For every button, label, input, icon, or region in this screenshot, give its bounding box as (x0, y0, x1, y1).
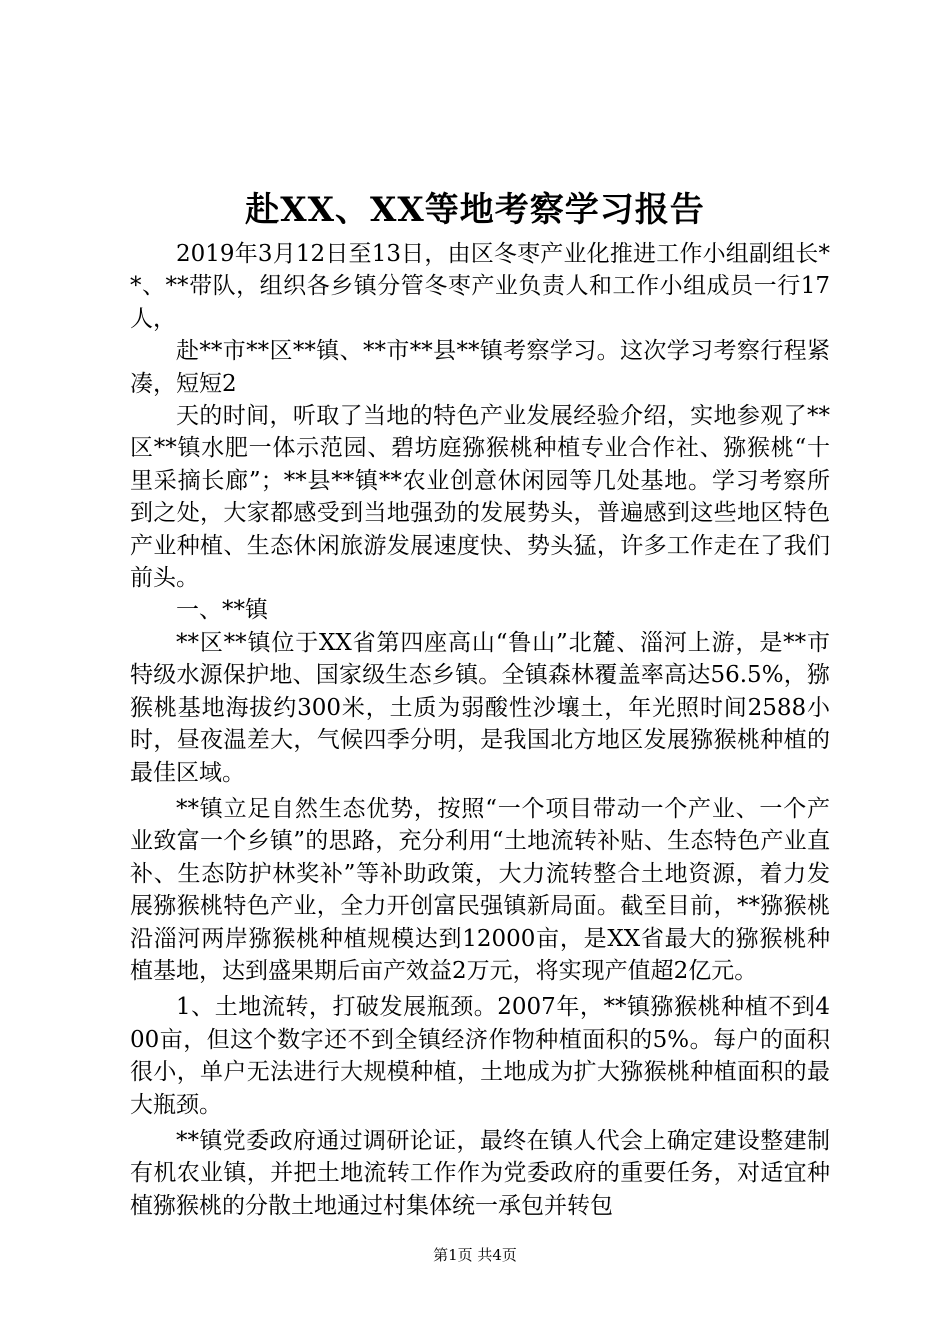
document-body (130, 238, 830, 1222)
paragraph: 2019年3月12日至13日，由区冬枣产业化推进工作小组副组长**、**带队，组织各乡镇分管冬枣产业负责人和工作小组成员一行17人， (130, 241, 830, 332)
paragraph: **镇立足自然生态优势，按照“一个项目带动一个产业、一个产业致富一个乡镇”的思路，充分利用“土地流转补贴、生态特色产业直补、生态防护林奖补”等补助政策，大力流转整合土地资源，着力发展猕猴桃特色产业，全力开创富民强镇新局面。截至目前，**猕猴桃沿淄河两岸猕猴桃种植规模达到12000亩，是XX省最大的猕猴桃种植基地，达到盛果期后亩产效益2万元，将实现产值超2亿元。 (130, 795, 830, 984)
paragraph: 天的时间，听取了当地的特色产业发展经验介绍，实地参观了**区**镇水肥一体示范园、碧坊庭猕猴桃种植专业合作社、猕猴桃“十里采摘长廊”；**县**镇**农业创意休闲园等几处基地。学习考察所到之处，大家都感受到当地强劲的发展势头，普遍感到这些地区特色产业种植、生态休闲旅游发展速度快、势头猛，许多工作走在了我们前头。 (130, 403, 830, 592)
section-heading: 一、**镇 (176, 597, 268, 624)
page-number-footer: 第1页 共4页 (433, 1246, 517, 1264)
paragraph: 1、土地流转，打破发展瓶颈。2007年，**镇猕猴桃种植不到400亩，但这个数字还不到全镇经济作物种植面积的5%。每户的面积很小，单户无法进行大规模种植，土地成为扩大猕猴桃种植面积的最大瓶颈。 (130, 994, 830, 1118)
paragraph: 赴**市**区**镇、**市**县**镇考察学习。这次学习考察行程紧凑，短短2 (130, 338, 830, 397)
paragraph: **区**镇位于XX省第四座高山“鲁山”北麓、淄河上游，是**市特级水源保护地、国家级生态乡镇。全镇森林覆盖率高达56.5%，猕猴桃基地海拔约300米，土质为弱酸性沙壤土，年光照时间2588小时，昼夜温差大，气候四季分明，是我国北方地区发展猕猴桃种植的最佳区域。 (130, 629, 830, 786)
paragraph: **镇党委政府通过调研论证，最终在镇人代会上确定建设整建制有机农业镇，并把土地流转工作作为党委政府的重要任务，对适宜种植猕猴桃的分散土地通过村集体统一承包并转包 (130, 1127, 830, 1219)
document-title: 赴XX、XX等地考察学习报告 (245, 190, 705, 230)
